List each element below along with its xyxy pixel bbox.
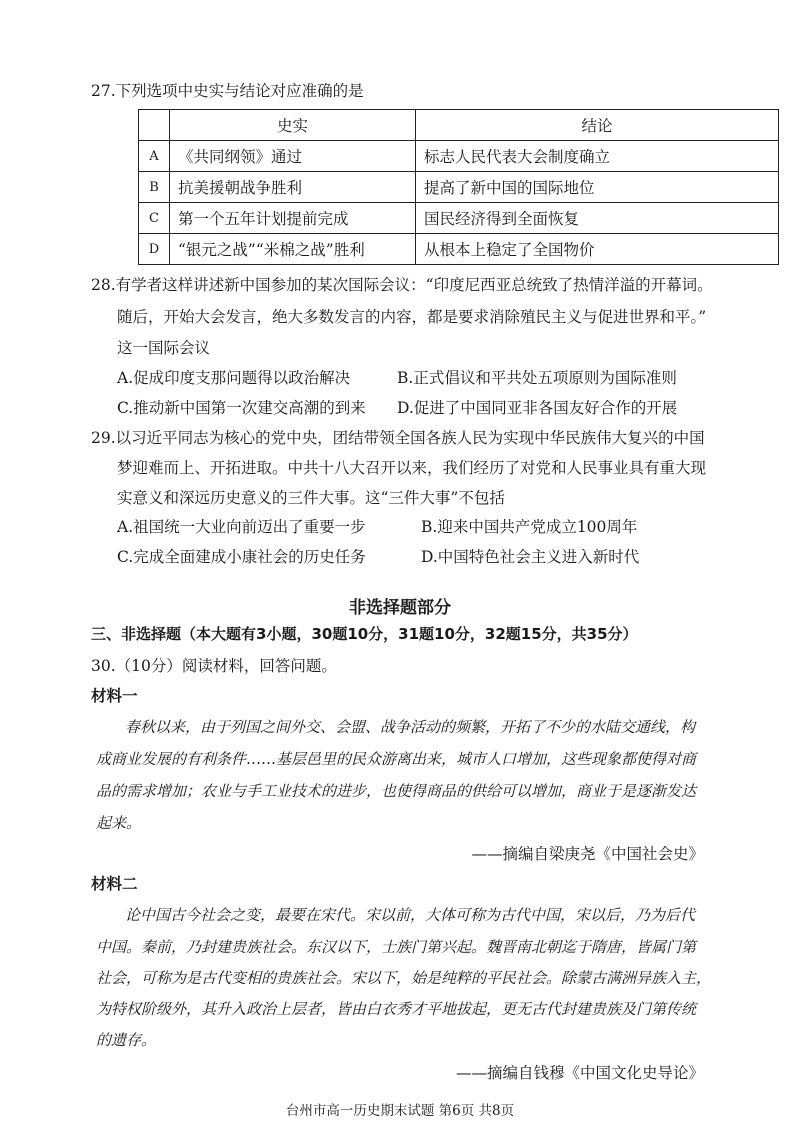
row-key: C [139, 203, 170, 234]
table-row [139, 172, 779, 203]
material-2-line: 中国。秦前，乃封建贵族社会。东汉以下，士族门第兴起。魏晋南北朝迄于隋唐，皆属门第 [96, 938, 697, 956]
table-row [139, 234, 779, 265]
material-1-label: 材料一 [91, 687, 138, 705]
material-2-source: ——摘编自钱穆《中国文化史导论》 [455, 1064, 704, 1082]
row-fact: 抗美援朝战争胜利 [170, 172, 416, 203]
material-2-line: 为特权阶级外，其升入政治上层者，皆由白衣秀才平地拔起，更无古代封建贵族及门第传统 [96, 1000, 697, 1018]
table-row [139, 141, 779, 172]
section-title: 非选择题部分 [349, 598, 451, 618]
option-b[interactable]: B.迎来中国共产党成立100周年 [421, 518, 638, 536]
table-header-fact: 史实 [170, 110, 416, 141]
table-header-key [139, 110, 170, 141]
row-conclusion: 国民经济得到全面恢复 [416, 203, 779, 234]
row-fact: 《共同纲领》通过 [170, 141, 416, 172]
table-header-row [139, 110, 779, 141]
question-29-line: 29.以习近平同志为核心的党中央，团结带领全国各族人民为实现中华民族伟大复兴的中国 [91, 429, 705, 447]
question-30-stem: 30.（10分）阅读材料，回答问题。 [91, 657, 337, 675]
material-2-line: 社会，可称为是古代变相的贵族社会。宋以下，始是纯粹的平民社会。除蒙古满洲异族入主， [96, 969, 712, 987]
row-key: A [139, 141, 170, 172]
material-2-line: 论中国古今社会之变，最要在宋代。宋以前，大体可称为古代中国，宋以后，乃为后代 [125, 906, 696, 924]
material-1-line: 春秋以来，由于列国之间外交、会盟、战争活动的频繁，开拓了不少的水陆交通线，构 [125, 718, 696, 736]
fact-conclusion-table [138, 109, 779, 265]
question-29-line: 梦迎难而上、开拓进取。中共十八大召开以来，我们经历了对党和人民事业具有重大现 [117, 459, 707, 477]
row-conclusion: 标志人民代表大会制度确立 [416, 141, 779, 172]
option-c[interactable]: C.完成全面建成小康社会的历史任务 [117, 548, 366, 566]
row-conclusion: 从根本上稳定了全国物价 [416, 234, 779, 265]
material-1-line: 成商业发展的有利条件……基层邑里的民众游离出来，城市人口增加，这些现象都使得对商 [96, 750, 697, 768]
option-d[interactable]: D.促进了中国同亚非各国友好合作的开展 [397, 399, 678, 417]
page-footer: 台州市高一历史期末试题 第6页 共8页 [285, 1103, 515, 1119]
row-fact: 第一个五年计划提前完成 [170, 203, 416, 234]
row-conclusion: 提高了新中国的国际地位 [416, 172, 779, 203]
question-27-stem: 27.下列选项中史实与结论对应准确的是 [91, 82, 364, 100]
row-key: B [139, 172, 170, 203]
option-a[interactable]: A.祖国统一大业向前迈出了重要一步 [117, 518, 366, 536]
option-d[interactable]: D.中国特色社会主义进入新时代 [421, 548, 640, 566]
question-29-line: 实意义和深远历史意义的三件大事。这“三件大事”不包括 [117, 489, 505, 507]
option-c[interactable]: C.推动新中国第一次建交高潮的到来 [117, 399, 366, 417]
material-2-line: 的遗存。 [96, 1031, 157, 1049]
row-fact: “银元之战”“米棉之战”胜利 [170, 234, 416, 265]
section-header: 三、非选择题（本大题有3小题，30题10分，31题10分，32题15分，共35分） [91, 625, 638, 643]
question-28-line: 随后，开始大会发言，绝大多数发言的内容，都是要求消除殖民主义与促进世界和平。” [117, 308, 707, 326]
material-2-label: 材料二 [91, 875, 138, 893]
option-a[interactable]: A.促成印度支那问题得以政治解决 [117, 369, 351, 387]
row-key: D [139, 234, 170, 265]
option-b[interactable]: B.正式倡议和平共处五项原则为国际准则 [397, 369, 677, 387]
question-28-line: 这一国际会议 [117, 339, 211, 357]
material-1-line: 起来。 [96, 814, 142, 832]
material-1-source: ——摘编自梁庚尧《中国社会史》 [471, 845, 704, 863]
material-1-line: 品的需求增加；农业与手工业技术的进步，也使得商品的供给可以增加，商业于是逐渐发达 [96, 782, 697, 800]
table-row [139, 203, 779, 234]
table-header-conclusion: 结论 [416, 110, 779, 141]
question-28-line: 28.有学者这样讲述新中国参加的某次国际会议：“印度尼西亚总统致了热情洋溢的开幕词。 [91, 276, 713, 294]
